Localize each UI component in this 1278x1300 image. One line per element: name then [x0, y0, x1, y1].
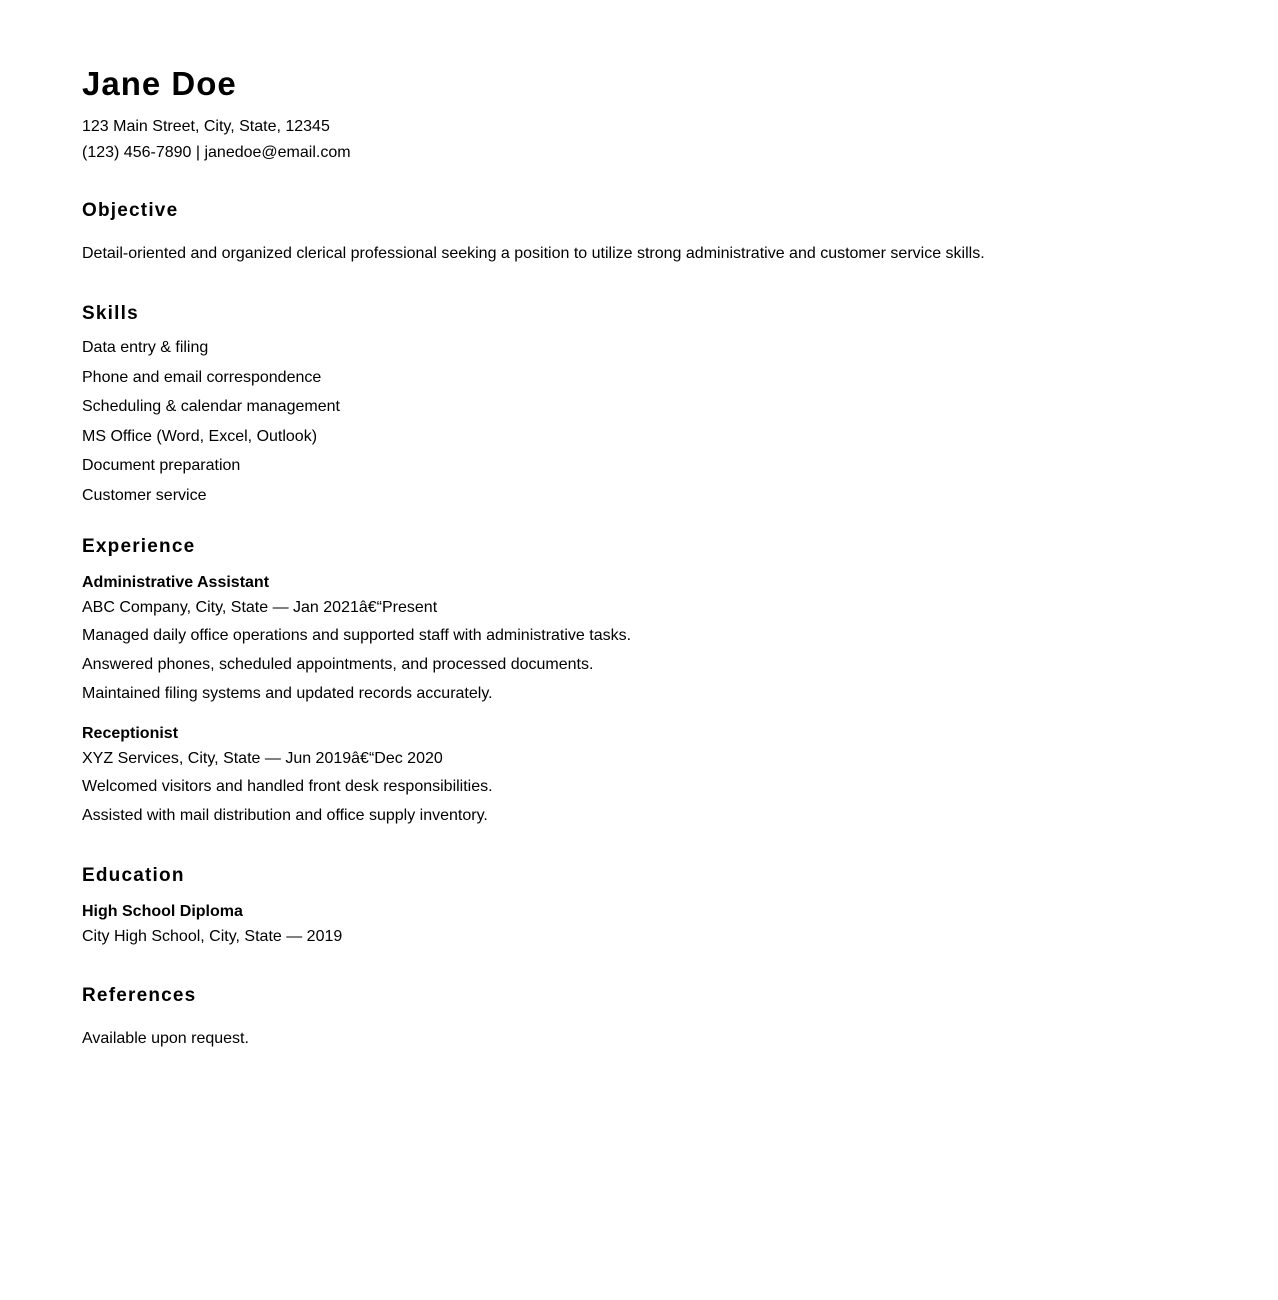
- school: City High School, City, State — 2019: [82, 927, 343, 945]
- address: 123 Main Street, City, State, 12345: [82, 118, 330, 135]
- skill-item: Customer service: [82, 486, 207, 504]
- skill-item: Scheduling & calendar management: [82, 398, 340, 416]
- references-heading: References: [82, 984, 197, 1006]
- job-entry: [82, 573, 1192, 704]
- job-entry: [82, 724, 1192, 826]
- phone-email: (123) 456-7890 | janedoe@email.com: [82, 144, 351, 161]
- job-meta: ABC Company, City, State — Jan 2021â€“Present: [82, 598, 438, 616]
- job-bullet: Managed daily office operations and supported staff with administrative tasks.: [82, 626, 632, 644]
- job-bullet: Maintained filing systems and updated records accurately.: [82, 684, 493, 702]
- candidate-name: Jane Doe: [82, 65, 237, 102]
- skills-list: [82, 338, 1192, 516]
- objective-heading: Objective: [82, 200, 179, 221]
- skill-item: MS Office (Word, Excel, Outlook): [82, 427, 318, 445]
- references-text: Available upon request.: [82, 1029, 249, 1047]
- skills-heading: Skills: [82, 303, 139, 324]
- contact-block: [82, 114, 1192, 166]
- job-title: Administrative Assistant: [82, 573, 270, 591]
- education-entry: [82, 902, 1192, 947]
- job-meta: XYZ Services, City, State — Jun 2019â€“Dec 2020: [82, 749, 443, 767]
- degree: High School Diploma: [82, 902, 243, 920]
- job-title: Receptionist: [82, 724, 179, 742]
- experience-heading: Experience: [82, 535, 196, 557]
- education-heading: Education: [82, 864, 185, 886]
- job-bullet: Answered phones, scheduled appointments, and processed documents.: [82, 655, 594, 673]
- skill-item: Data entry & filing: [82, 339, 209, 356]
- skill-item: Document preparation: [82, 457, 241, 475]
- job-bullet: Assisted with mail distribution and office supply inventory.: [82, 806, 488, 824]
- skill-item: Phone and email correspondence: [82, 368, 322, 386]
- objective-text: Detail-oriented and organized clerical professional seeking a position to utilize strong administrative and customer service skills.: [82, 245, 985, 262]
- resume: [82, 62, 1192, 1049]
- job-bullet: Welcomed visitors and handled front desk responsibilities.: [82, 777, 493, 795]
